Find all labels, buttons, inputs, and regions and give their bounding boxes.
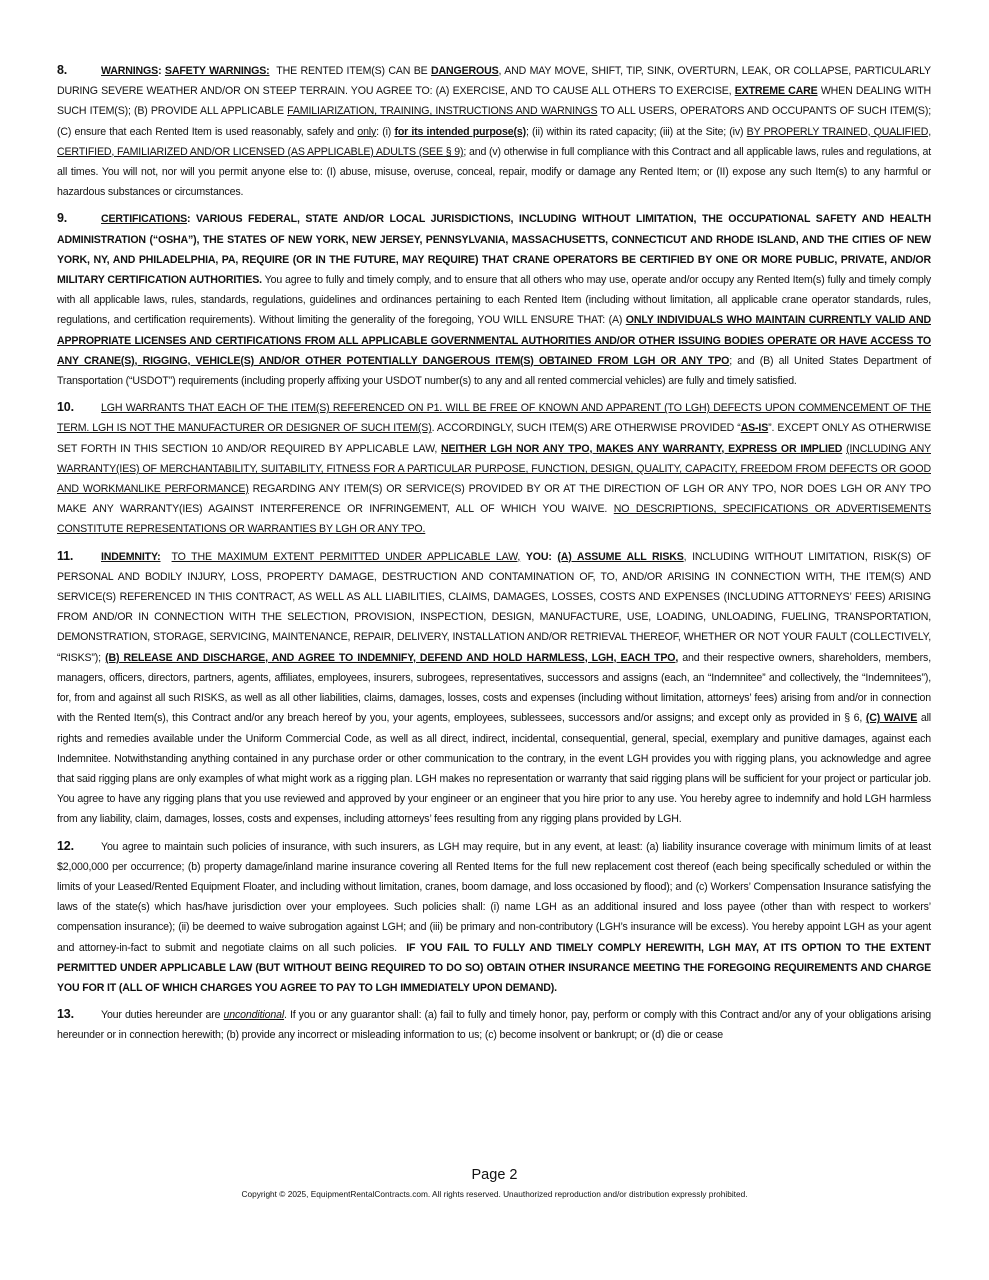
section-number: 9. — [57, 211, 68, 226]
contract-page-body — [57, 60, 931, 1052]
section-number: 8. — [57, 63, 68, 77]
page-number: Page 2 — [471, 1167, 518, 1183]
section-9: 9. CERTIFICATIONS: VARIOUS FEDERAL, STATE AND/OR LOCAL JURISDICTIONS, INCLUDING WITHOUT LIMITATION, THE OCCUPATIONAL SAFETY AND HEALTH ADMINISTRATION (“OSHA”), THE STATES OF NEW YORK, NEW JERSEY, PENNSYLVANIA, MASSACHUSETTS, CONNECTICUT AND RHODE ISLAND, AND THE CITIES OF NEW YORK, NY, AND PHILADELPHIA, PA, REQUIRE (OR IN THE FUTURE, MAY REQUIRE) THAT CRANE OPERATORS BE CERTIFIED BY ONE OR MORE PUBLIC, PRIVATE, AND/OR MILITARY CERTIFICATION AUTHORITIES. You agree to fully and timely comply, and to ensure that all others who may use, operate and/or occupy any Rented Item(s) fully and timely comply with all applicable laws, rules, standards, regulations, guidelines and ordinances pertaining to each Rented Item (including without limitation, all applicable crane operator standards, rules, regulations, and certification requirements). Without limiting the generality of the foregoing, YOU WILL ENSURE THAT: (A) ONLY INDIVIDUALS WHO MAINTAIN CURRENTLY VALID AND APPROPRIATE LICENSES AND CERTIFICATIONS FROM ALL APPLICABLE GOVERNMENTAL AUTHORITIES AND/OR OTHER ISSUING BODIES OPERATE OR HAVE ACCESS TO ANY CRANE(S), RIGGING, VEHICLE(S) AND/OR OTHER POTENTIALLY DANGEROUS ITEM(S) OBTAINED FROM LGH OR ANY TPO; and (B) all United States Department of Transportation (“USDOT”) requirements (including properly affixing your USDOT number(s) to any and all rented commercial vehicles) are fully and timely satisfied. — [57, 208, 931, 391]
section-number: 13. — [57, 1007, 74, 1022]
section-13: 13. Your duties hereunder are unconditional. If you or any guarantor shall: (a) fail to fully and timely honor, pay, perform or comply with this Contract and/or any of your obligations arising hereunder or in connection herewith; (b) provide any incorrect or misleading information to us; (c) become insolvent or bankrupt; or (d) die or cease — [57, 1004, 931, 1045]
section-8: 8. WARNINGS: SAFETY WARNINGS: THE RENTED ITEM(S) CAN BE DANGEROUS, AND MAY MOVE, SHIFT, TIP, SINK, OVERTURN, LEAK, OR COLLAPSE, PARTICULARLY DURING SEVERE WEATHER AND/OR ON STEEP TERRAIN. YOU AGREE TO: (A) EXERCISE, AND TO CAUSE ALL OTHERS TO EXERCISE, EXTREME CARE WHEN DEALING WITH SUCH ITEM(S); (B) PROVIDE ALL APPLICABLE FAMILIARIZATION, TRAINING, INSTRUCTIONS AND WARNINGS TO ALL USERS, OPERATORS AND OCCUPANTS OF SUCH ITEM(S); (C) ensure that each Rented Item is used reasonably, safely and only: (i) for its intended purpose(s); (ii) within its rated capacity; (iii) at the Site; (iv) BY PROPERLY TRAINED, QUALIFIED, CERTIFIED, FAMILIARIZED AND/OR LICENSED (AS APPLICABLE) ADULTS (SEE § 9); and (v) otherwise in full compliance with this Contract and all applicable laws, rules and regulations, at all times. You will not, nor will you permit anyone else to: (I) abuse, misuse, overuse, conceal, repair, modify or damage any Rented Item; or (II) expose any such Item(s) to any harmful or hazardous substances or circumstances. — [57, 60, 931, 202]
section-number: 11. — [57, 548, 74, 563]
section-10: 10. LGH WARRANTS THAT EACH OF THE ITEM(S) REFERENCED ON P1. WILL BE FREE OF KNOWN AND APPARENT (TO LGH) DEFECTS UPON COMMENCEMENT OF THE TERM. LGH IS NOT THE MANUFACTURER OR DESIGNER OF SUCH ITEM(S). ACCORDINGLY, SUCH ITEM(S) ARE OTHERWISE PROVIDED “AS-IS”. EXCEPT ONLY AS OTHERWISE SET FORTH IN THIS SECTION 10 AND/OR REQUIRED BY APPLICABLE LAW, NEITHER LGH NOR ANY TPO, MAKES ANY WARRANTY, EXPRESS OR IMPLIED (INCLUDING ANY WARRANTY(IES) OF MERCHANTABILITY, SUITABILITY, FITNESS FOR A PARTICULAR PURPOSE, FUNCTION, DESIGN, QUALITY, CAPACITY, FREEDOM FROM DEFECTS OR GOOD AND WORKMANLIKE PERFORMANCE) REGARDING ANY ITEM(S) OR SERVICE(S) PROVIDED BY OR AT THE DIRECTION OF LGH OR ANY TPO, NOR DOES LGH OR ANY TPO MAKE ANY WARRANTY(IES) AGAINST INTERFERENCE OR INFRINGEMENT, ALL OF WHICH YOU WAIVE. NO DESCRIPTIONS, SPECIFICATIONS OR ADVERTISEMENTS CONSTITUTE REPRESENTATIONS OR WARRANTIES BY LGH OR ANY TPO. — [57, 397, 931, 539]
section-12: 12. You agree to maintain such policies of insurance, with such insurers, as LGH may require, but in any event, at least: (a) liability insurance coverage with minimum limits of at least $2,000,000 per occurrence; (b) property damage/inland marine insurance covering all Rented Items for the full new replacement cost thereof (each being specifically scheduled or within the limits of your Leased/Rented Equipment Floater, and including without limitation, cranes, boom damage, and loss occasioned by flood); and (c) Workers’ Compensation Insurance satisfying the laws of the state(s) which has/have jurisdiction over your employees. Such policies shall: (i) name LGH as an additional insured and loss payee (other than with respect to workers’ compensation insurance); (ii) be deemed to waive subrogation against LGH; and (iii) be primary and non-contributory (LGH’s insurance will be excess). You hereby appoint LGH as your agent and attorney-in-fact to submit and negotiate claims on all such policies. IF YOU FAIL TO FULLY AND TIMELY COMPLY HEREWITH, LGH MAY, AT ITS OPTION TO THE EXTENT PERMITTED UNDER APPLICABLE LAW (BUT WITHOUT BEING REQUIRED TO DO SO) OBTAIN OTHER INSURANCE MEETING THE FOREGOING REQUIREMENTS AND CHARGE YOU FOR IT (ALL OF WHICH CHARGES YOU AGREE TO PAY TO LGH IMMEDIATELY UPON DEMAND). — [57, 836, 931, 999]
section-11: 11. INDEMNITY: TO THE MAXIMUM EXTENT PERMITTED UNDER APPLICABLE LAW, YOU: (A) ASSUME ALL RISKS, INCLUDING WITHOUT LIMITATION, RISK(S) OF PERSONAL AND BODILY INJURY, LOSS, PROPERTY DAMAGE, DESTRUCTION AND CONTAMINATION OF, TO, AND/OR ARISING IN CONNECTION WITH, THE ITEM(S) AND SERVICE(S) REFERENCED IN THIS CONTRACT, AS WELL AS ALL LIABILITIES, CLAIMS, DAMAGES, LOSSES, COSTS AND EXPENSES (INCLUDING ATTORNEYS’ FEES) ARISING FROM AND/OR IN CONNECTION WITH THE SELECTION, PROVISION, INSPECTION, DESIGN, MANUFACTURE, USE, LOADING, UNLOADING, FUELING, TRANSPORTATION, DEMONSTRATION, STORAGE, SERVICING, MAINTENANCE, REPAIR, DELIVERY, INSTALLATION AND/OR RETRIEVAL THEREOF, WHETHER OR NOT YOUR FAULT (COLLECTIVELY, “RISKS”); (B) RELEASE AND DISCHARGE, AND AGREE TO INDEMNIFY, DEFEND AND HOLD HARMLESS, LGH, EACH TPO, and their respective owners, shareholders, members, managers, officers, directors, partners, agents, affiliates, employees, insurers, subrogees, representatives, successors and assigns (each, an “Indemnitee” and collectively, the “Indemnitees”), for, from and against all such RISKS, as well as all other liabilities, claims, damages, losses, costs and expenses (including without limitation, attorneys’ fees) arising from and/or in connection with the Rented Item(s), this Contract and/or any breach hereof by you, your agents, employees, sublessees, successors and/or assigns; and except only as provided in § 6, (C) WAIVE all rights and remedies available under the Uniform Commercial Code, as well as all direct, indirect, incidental, consequential, general, special, exemplary and punitive damages, against each Indemnitee. Notwithstanding anything contained in any purchase order or other communication to the contrary, in the event LGH provides you with rigging plans, you acknowledge and agree that said rigging plans are only examples of what might work as a rigging plan. LGH makes no representation or warranty that said rigging plans will be sufficient for your project or particular job. You agree to have any rigging plans that you use reviewed and approved by your engineer or an engineer that you hire prior to any use. You hereby agree to indemnify and hold LGH harmless from any liability, claim, damages, losses, costs and expenses, including attorneys’ fees resulting from any rigging plans provided by LGH. — [57, 546, 931, 830]
copyright-notice: Copyright © 2025, EquipmentRentalContracts.com. All rights reserved. Unauthorized reproduction and/or distribution expressly prohibited. — [241, 1189, 748, 1199]
section-number: 10. — [57, 400, 74, 415]
section-number: 12. — [57, 838, 74, 853]
